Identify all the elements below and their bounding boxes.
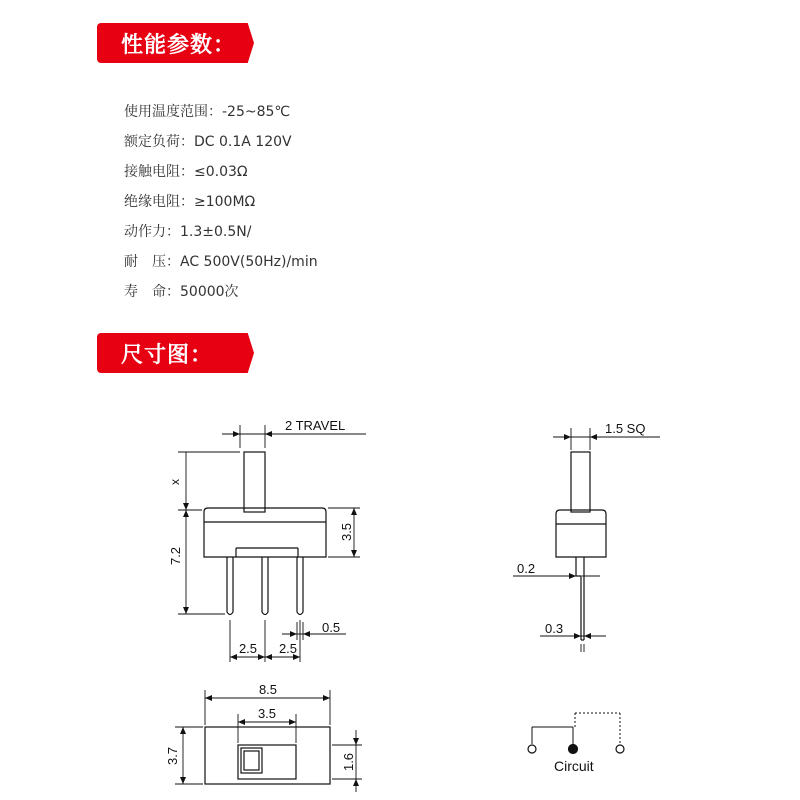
circuit-terminal-common xyxy=(569,745,578,754)
window-label: 3.5 xyxy=(257,706,277,721)
spec-row-insulation-resistance: 绝缘电阻：≥100MΩ xyxy=(124,194,256,210)
pin-width-label: 0.5 xyxy=(322,620,341,635)
side-view xyxy=(513,421,660,652)
circuit-terminal-left xyxy=(528,745,536,753)
pin-thickness-label: 0.2 xyxy=(517,561,536,576)
pin-offset-label: 0.3 xyxy=(545,621,564,636)
front-actuator-shape xyxy=(244,452,265,512)
front-pin-right xyxy=(297,557,303,615)
spec-row-contact-resistance: 接触电阻：≤0.03Ω xyxy=(124,164,248,180)
length-label: 8.5 xyxy=(258,682,278,697)
pin-pitch-right-label: 2.5 xyxy=(278,641,298,656)
circuit-terminal-right xyxy=(616,745,624,753)
height-total-label: 7.2 xyxy=(168,546,183,566)
performance-section-banner xyxy=(97,23,254,63)
top-view xyxy=(165,682,362,792)
front-view xyxy=(168,418,366,662)
width-label: 3.7 xyxy=(165,746,180,766)
dimension-section-title: 尺寸图： xyxy=(121,342,214,368)
front-pin-middle xyxy=(262,557,268,615)
spec-row-temperature: 使用温度范围：-25~85℃ xyxy=(124,104,291,120)
spec-row-operating-force: 动作力：1.3±0.5N/ xyxy=(124,224,252,240)
travel-label: 2 TRAVEL xyxy=(285,418,346,433)
spec-row-withstand-voltage: 耐 压：AC 500V(50Hz)/min xyxy=(124,254,318,270)
side-body-shape xyxy=(556,510,606,557)
actuator-sq-label: 1.5 SQ xyxy=(605,421,646,436)
body-height-label: 3.5 xyxy=(339,522,354,542)
top-body-shape xyxy=(205,727,330,784)
spec-row-rated-load: 额定负荷：DC 0.1A 120V xyxy=(124,134,292,150)
x-dimension-label: x xyxy=(168,479,182,485)
side-actuator-shape xyxy=(571,452,590,512)
circuit-diagram xyxy=(528,713,624,774)
actuator-width-label: 1.6 xyxy=(341,752,356,772)
pin-pitch-left-label: 2.5 xyxy=(238,641,258,656)
front-pin-left xyxy=(227,557,233,615)
front-body-shape xyxy=(204,508,326,557)
performance-section-title: 性能参数： xyxy=(121,32,237,58)
circuit-label: Circuit xyxy=(554,758,594,774)
spec-row-life: 寿 命：50000次 xyxy=(124,284,239,300)
